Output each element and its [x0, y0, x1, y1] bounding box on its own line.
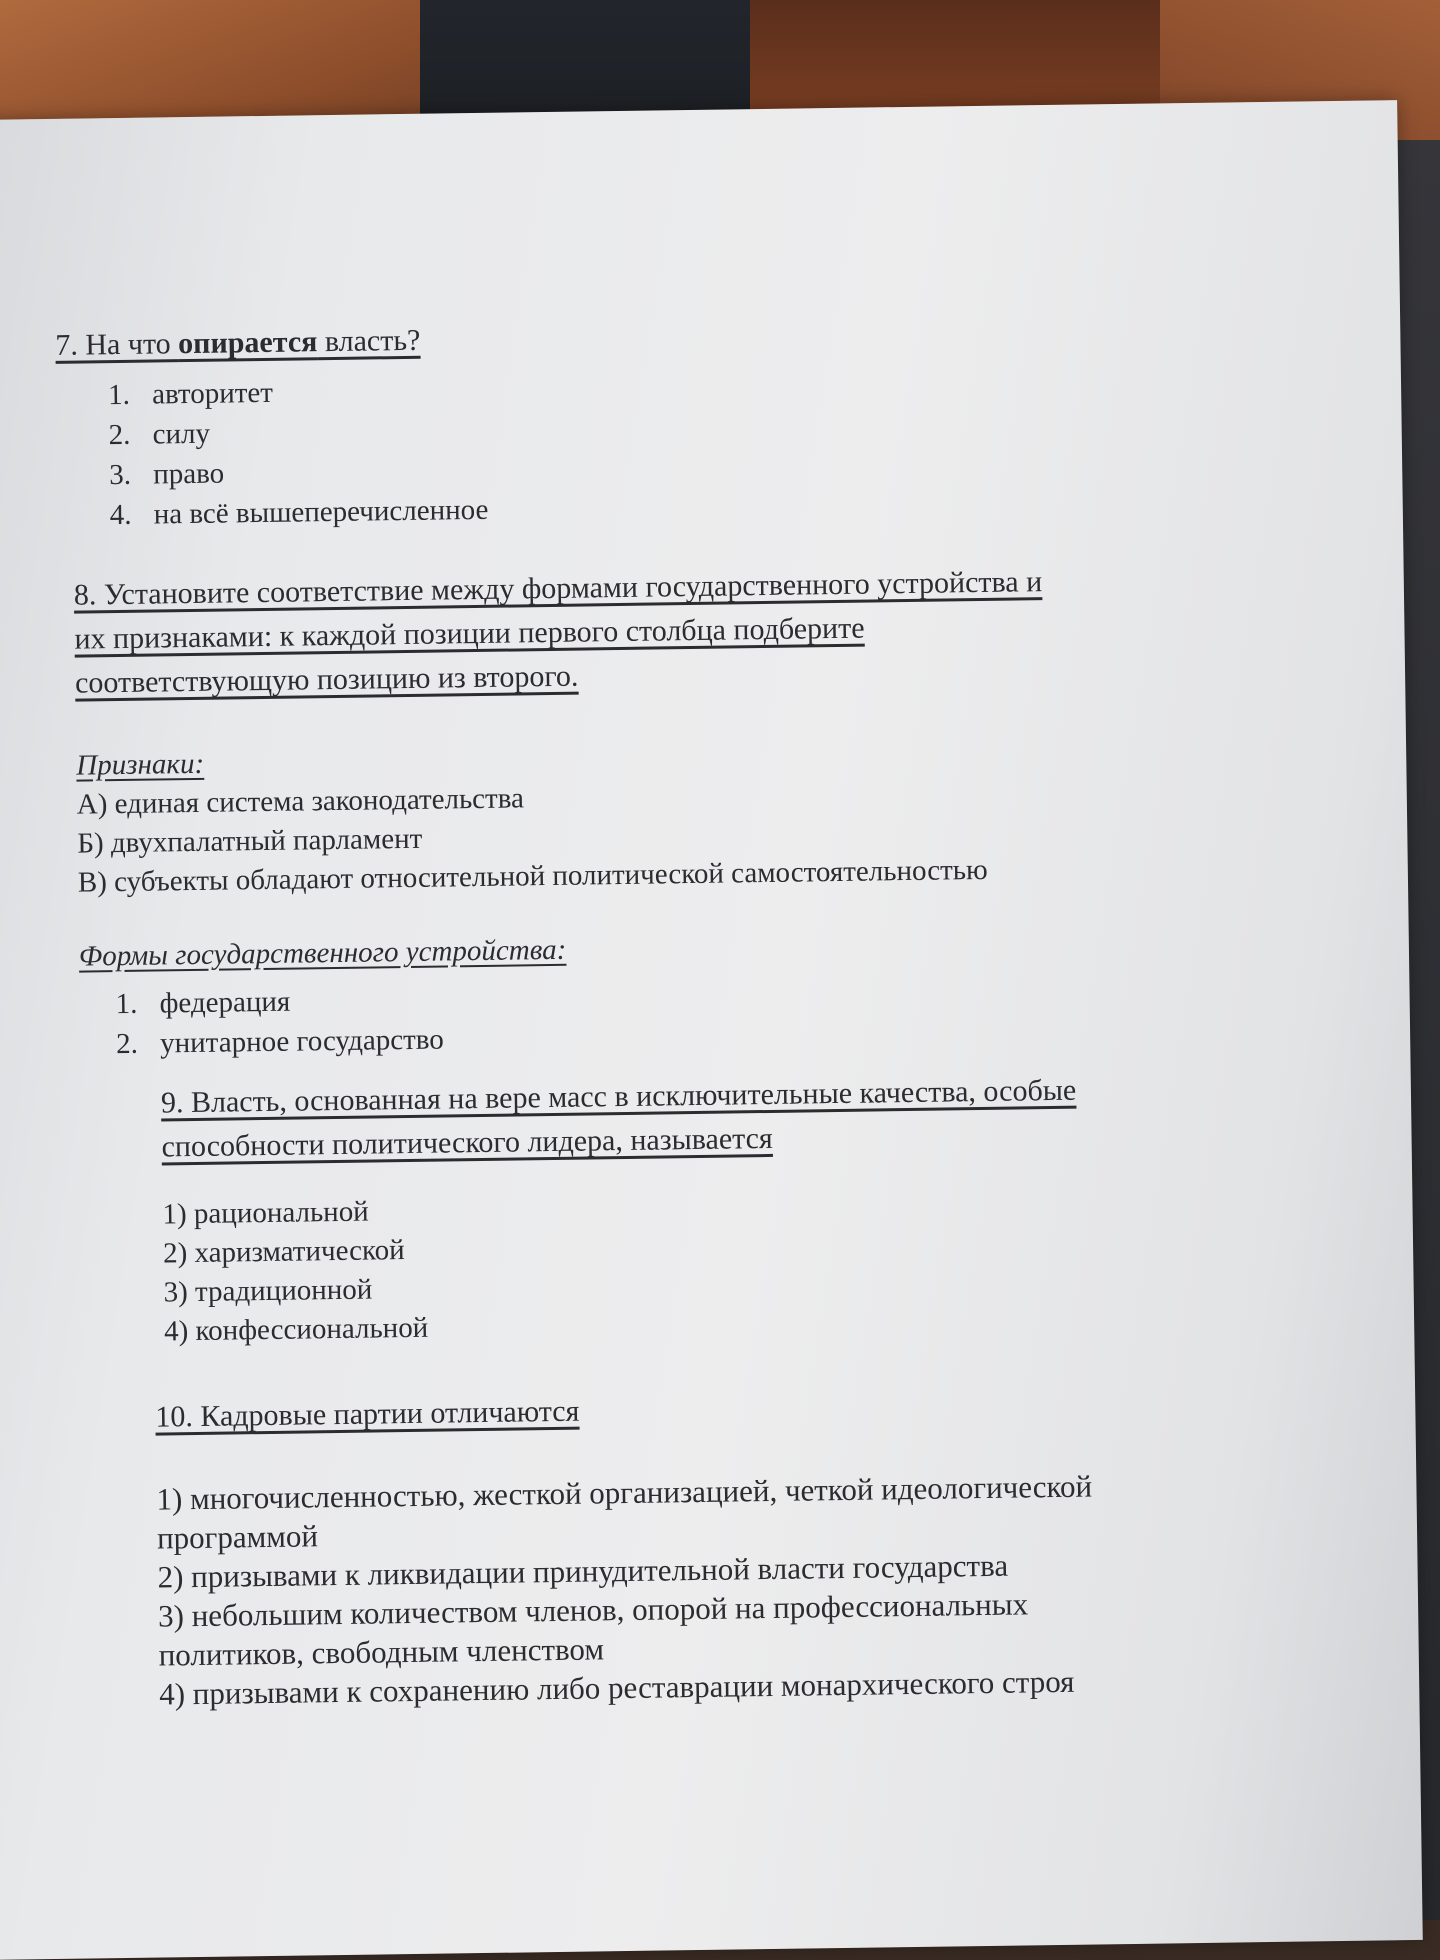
option-number: 1.	[107, 378, 131, 412]
option-number: 1.	[115, 987, 138, 1021]
question-9-option: 4) конфессиональной	[163, 1311, 429, 1348]
question-9-options	[162, 1180, 1284, 1352]
option-number: 2.	[115, 1027, 139, 1061]
option-text: авторитет	[151, 376, 274, 411]
question-10-option: программой	[156, 1518, 319, 1556]
question-7	[55, 307, 1273, 536]
question-9-option: 2) харизматической	[162, 1234, 405, 1270]
sign-item: Б) двухпалатный парламент	[77, 822, 423, 860]
option-text: на всё вышеперечисленное	[153, 493, 489, 531]
question-10-option: 3) небольшим количеством членов, опорой на профессиональных	[157, 1586, 1029, 1634]
sign-item: В) субъекты обладают относительной политической самостоятельностью	[77, 853, 988, 899]
option-text: федерация	[159, 985, 291, 1020]
paper-sheet	[0, 100, 1423, 1960]
option-number: 4.	[109, 498, 132, 532]
question-7-title-start: 7. На что	[55, 327, 179, 362]
option-text: унитарное государство	[159, 1023, 444, 1060]
question-7-title-end: власть?	[317, 323, 421, 359]
question-9	[161, 1066, 1285, 1352]
option-text: право	[152, 457, 225, 491]
question-10-option: 4) призывами к сохранению либо реставрации монархического строя	[158, 1663, 1075, 1712]
question-8-title-line: 8. Установите соответствие между формами государственного устройства и	[73, 565, 1043, 612]
question-10-option: 2) призывами к ликвидации принудительной власти государства	[157, 1547, 1009, 1595]
forms-list	[79, 968, 1280, 1065]
document-content	[55, 307, 1289, 1715]
question-7-title-bold: опирается	[177, 325, 318, 361]
question-9-title-line: 9. Власть, основанная на вере масс в исключительные качества, особые	[160, 1073, 1077, 1120]
question-10	[155, 1380, 1289, 1714]
question-9-option: 3) традиционной	[163, 1273, 373, 1309]
sign-item: А) единая система законодательства	[76, 782, 525, 821]
question-9-title-line: способности политического лидера, называется	[161, 1121, 773, 1164]
option-text: силу	[152, 417, 211, 451]
question-9-option: 1) рациональной	[162, 1195, 369, 1231]
question-7-title	[55, 307, 1270, 368]
question-10-title: 10. Кадровые партии отличаются	[155, 1394, 580, 1434]
question-7-options	[56, 359, 1273, 536]
question-8-title-line: их признаками: к каждой позиции первого столбца подберите	[74, 611, 865, 656]
question-8	[74, 557, 1281, 1065]
forms-label: Формы государственного устройства:	[78, 933, 567, 973]
option-number: 3.	[108, 458, 132, 492]
question-10-option: 1) многочисленностью, жесткой организацией, четкой идеологической	[156, 1468, 1093, 1517]
question-10-option: политиков, свободным членством	[158, 1631, 605, 1673]
option-number: 2.	[108, 418, 131, 452]
question-8-title-line: соответствующую позицию из второго.	[74, 659, 579, 700]
signs-label: Признаки:	[76, 747, 205, 782]
question-10-options	[156, 1464, 1289, 1714]
